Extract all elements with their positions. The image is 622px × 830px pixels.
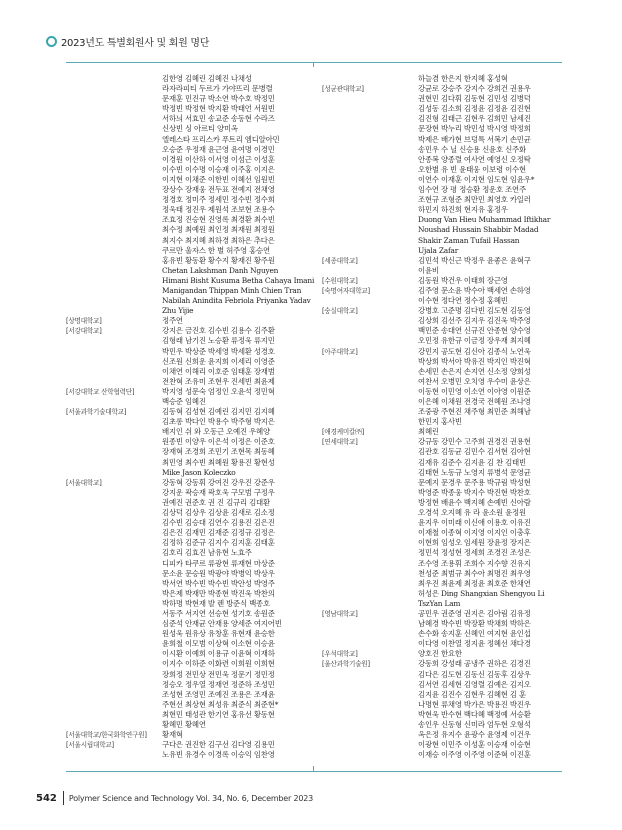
institution-group	[322, 427, 562, 437]
member-names	[418, 306, 562, 346]
member-line: 문예지 문경우 문주용 박규림 박성현	[418, 477, 531, 487]
member-line: 김동혁 김성현 김예린 김지민 김지혜	[162, 407, 275, 417]
member-line: 강지은 금진호 김수빈 김용수 김주환	[162, 326, 275, 336]
top-divider-tick	[313, 62, 314, 67]
member-names	[418, 659, 562, 760]
institution-group	[66, 478, 314, 730]
member-line: 박지영 성문숙 엄정인 오윤석 정민혁	[162, 386, 275, 396]
member-line: 라자라피티 두르가 가야뜨리 문병렬	[162, 84, 273, 94]
member-line: 박영준 박종웅 박지수 박진현 박찬호	[418, 487, 531, 497]
member-line: 이동현 이민영 이소연 이아영 이원준	[418, 386, 531, 396]
member-line: 최혜린	[418, 427, 439, 437]
member-line: 이경원 이산하 이서영 이섬근 이성훈	[162, 154, 275, 164]
institution-name: [성균관대학교]	[322, 85, 364, 94]
member-line: 이광현 이민주 이성훈 이승재 이승현	[418, 740, 531, 750]
member-line: 박정빈 박정현 박지환 박태언 서원빈	[162, 104, 275, 114]
member-names	[418, 256, 562, 276]
member-line: 장재혁 조경희 조민기 조현목 최동혜	[162, 447, 275, 457]
member-line: 황재혁	[162, 730, 183, 740]
institution-name	[322, 74, 418, 84]
member-line: 강규동 강민수 고주희 권경진 권용현	[418, 437, 531, 447]
member-line: 김형래 남기진 노승환 류정욱 류지민	[162, 336, 275, 346]
member-line: 손세민 손은지 손지연 신소정 양희성	[418, 366, 531, 376]
member-names	[418, 286, 562, 306]
member-line: 신상빈 싱 아르티 양미옥	[162, 124, 238, 134]
member-line: 엘레스타 프리스카 푸트리 엠디알아민	[162, 134, 280, 144]
member-names	[418, 74, 562, 84]
member-line: 임수연 장 평 정승환 정운호 조연주	[418, 185, 526, 195]
institution-group	[322, 306, 562, 346]
journal-citation: Polymer Science and Technology Vol. 34, No. 6, December 2023	[68, 793, 314, 803]
member-names	[162, 478, 314, 730]
member-line: 이지수 이하준 이화련 이희원 이희현	[162, 659, 275, 669]
institution-group	[66, 387, 314, 407]
member-line: 주현선 최상현 최성유 최준식 최준현*	[162, 699, 279, 709]
member-line: 박하명 박현재 발 렌 방준식 백종호	[162, 598, 270, 608]
member-line: 정승오 정우열 정재연 정준하 조성민	[162, 679, 275, 689]
institution-group	[66, 740, 314, 760]
member-line: 허성은 Ding Shangxian Shengyou Li	[418, 588, 545, 598]
member-line: 이연수 이재훈 이지현 임도현 임윤우*	[418, 174, 535, 184]
section-title: 2023년도 특별회원사 및 회원 명단	[61, 38, 210, 49]
member-line: 하민지 하진희 현지유 홍정우	[418, 205, 508, 215]
institution-group	[322, 609, 562, 649]
institution-group	[322, 84, 562, 256]
institution-group	[66, 74, 314, 316]
institution-name: [서울시립대학교]	[66, 741, 114, 750]
member-line: 옥은정 유지수 윤광수 윤영제 이건우	[418, 730, 531, 740]
member-line: 서동주 서지연 선승현 성기호 송원준	[162, 608, 275, 618]
member-line: 구다은 권진한 김구선 김다영 김용민	[162, 740, 275, 750]
member-line: 양호진 한요한	[418, 649, 462, 659]
member-line: 최지수 최지혜 최하경 최하은 추다은	[162, 235, 275, 245]
top-divider	[66, 62, 562, 63]
member-line: 윤지우 이미래 이신애 이용호 이유진	[418, 518, 531, 528]
member-names	[162, 730, 314, 740]
member-line: 장희정 전민상 전민욱 정문기 정민정	[162, 669, 275, 679]
member-line: 이다영 이찬열 정지윤 정혜선 채다경	[418, 639, 531, 649]
member-line: 이지현 이채준 이한빈 이혜선 임원빈	[162, 174, 275, 184]
member-names	[162, 74, 314, 316]
member-line: 김상덕 김상우 김상윤 김새로 김소정	[162, 508, 275, 518]
member-line: 윤희철 이모범 이상혁 이소현 이승윤	[162, 639, 275, 649]
member-line: 이재철 이종혁 이지영 이지인 이충후	[418, 528, 531, 538]
member-line: 김은진 김재민 김재준 김정규 김정은	[162, 528, 275, 538]
member-line: 조현규 조형준 최만민 최영호 카일러	[418, 195, 531, 205]
institution-name: [서강대학교 산학협력단]	[66, 387, 135, 396]
institution-name: [연세대학교]	[322, 438, 358, 447]
left-column	[66, 74, 314, 760]
member-line: 김다은 김도현 김동신 김동후 김상우	[418, 669, 531, 679]
institution-name: [서울대학교/한국화학연구원]	[66, 731, 147, 740]
member-line: 박민우 박상준 박세영 박세환 성경호	[162, 346, 275, 356]
bottom-divider-tick	[313, 766, 314, 771]
member-line: Chetan Lakshman Danh Nguyen	[162, 265, 279, 275]
member-names	[162, 407, 314, 478]
member-names	[418, 427, 562, 437]
member-line: 김관호 김동균 김민수 김서현 김아현	[418, 447, 531, 457]
institution-group	[322, 256, 562, 276]
institution-name: [서강대학교]	[66, 327, 102, 336]
member-line: 강균로 강승주 강지수 강희건 권용우	[418, 84, 531, 94]
institution-group	[322, 74, 562, 84]
member-line: 오한별 유 빈 윤태웅 이보령 이수현	[418, 164, 526, 174]
footer-separator	[63, 791, 64, 805]
member-line: TszYan Lam	[418, 598, 461, 608]
member-line: 최현민 태성관 한기연 홍유선 황동현	[162, 709, 275, 719]
member-line: 한민지 홍사빈	[418, 417, 462, 427]
member-line: 박상희 박서아 박유진 박지인 박진혁	[418, 356, 531, 366]
member-names	[162, 316, 314, 326]
member-line: 오승준 우정재 윤근영 윤여명 이경민	[162, 144, 275, 154]
institution-name	[66, 74, 162, 316]
member-line: 서하늬 서효민 송교준 송동현 수라즈	[162, 114, 275, 124]
institution-name: [서울과학기술대학교]	[66, 408, 127, 417]
member-line: 김태현 노동규 노영지 류병석 문영균	[418, 467, 531, 477]
member-line: 송인우 신동형 신미라 엄두현 오형석	[418, 720, 531, 729]
member-line: 원종빈 이양우 이은석 이정은 이준호	[162, 437, 275, 447]
institution-group	[322, 437, 562, 609]
member-line: 방정현 배윤수 백지혜 손예빈 신아람	[418, 497, 531, 507]
member-line: 쿠르만 울자스 한 별 허주영 홍승연	[162, 245, 270, 255]
institution-group	[322, 649, 562, 659]
member-line: 박은제 박재만 박종현 박진욱 박찬의	[162, 588, 275, 598]
member-line: 김초롱 박다인 박용수 박주형 박지은	[162, 417, 275, 427]
institution-name: [울산과학기술원]	[322, 660, 370, 669]
member-line: 심준석 안재균 안재용 양세준 여지어빈	[162, 619, 282, 629]
member-line: 송민우 수 닐 신승용 신윤호 신주화	[418, 144, 526, 154]
member-line: 강지운 곽승재 곽호욱 구모범 구정우	[162, 487, 275, 497]
member-line: Himani Bisht Kusuma Betha Cahaya Imani	[162, 275, 315, 285]
member-line: 조중광 주현진 채주형 최민준 최해남	[418, 407, 531, 417]
member-line: 정경호 정미주 정세민 정수빈 정수희	[162, 195, 275, 205]
member-line: 공민우 권준영 권지은 김아림 김유정	[418, 608, 531, 618]
member-line: 정민석 정성현 정세희 조경진 조성은	[418, 548, 531, 558]
member-line: 오경석 오지혜 유 라 윤소원 윤정원	[418, 508, 526, 518]
member-line: 조성현 조영민 조예진 조용은 조재윤	[162, 689, 275, 699]
member-line: 이은혜 이채원 전경국 전혜원 조나영	[418, 397, 531, 406]
member-line: 신조원 신희운 윤지희 이세리 이영준	[162, 356, 275, 366]
member-line: 김지윤 김진수 김현우 김혜현 김 훈	[418, 689, 526, 699]
member-line: 최수정 최예원 최인정 최재원 최정원	[162, 225, 275, 235]
member-line: 정주연	[162, 316, 183, 326]
member-line: 이윤비	[418, 265, 439, 275]
member-line: Nabilah Anindita Febriola Priyanka Yadav	[162, 296, 311, 306]
section-header	[46, 34, 209, 49]
institution-name: [우석대학교]	[322, 650, 358, 659]
member-line: 홍유빈 황동환 황수지 황재진 황주원	[162, 255, 275, 265]
institution-name: [아주대학교]	[322, 347, 358, 356]
member-line: 문장현 박누리 박민성 박시영 박정희	[418, 124, 531, 134]
member-line: 이채연 이해리 이호준 임태훈 장재범	[162, 366, 275, 376]
member-line: 강병호 고준명 김다빈 김도현 김동영	[418, 306, 531, 316]
institution-name: [애경케미칼㈜]	[322, 428, 364, 437]
institution-name: [숭실대학교]	[322, 307, 358, 316]
circle-bullet-icon	[46, 36, 57, 47]
institution-name: [영남대학교]	[322, 609, 358, 618]
member-line: 권예진 권준호 권 진 김규리 김대환	[162, 497, 270, 507]
member-line: 김성동 김소희 김정윤 김정윤 김진현	[418, 104, 531, 114]
institution-name: [숙명여자대학교]	[322, 286, 370, 295]
member-line: 백민준 송대연 신규진 안종현 양수영	[418, 326, 531, 336]
member-line: 이재승 이주영 이주영 이준혁 이진훈	[418, 750, 531, 760]
member-line: 박현욱 반수현 백다혜 백정예 서승환	[418, 709, 531, 719]
member-line: 문재훈 민진규 박소연 박수호 박정민	[162, 94, 275, 104]
member-names	[418, 609, 562, 649]
member-line: 오민정 유한규 이금정 장우재 최지혜	[418, 336, 531, 346]
member-line: 강동희 강성래 공냉주 권하은 김경진	[418, 659, 531, 669]
institution-group	[322, 347, 562, 428]
member-line: 배지인 쉬 와 오동근 오예진 우혜양	[162, 427, 270, 437]
member-line: 김수빈 김승대 김연수 김용진 김은진	[162, 518, 275, 528]
member-line: Duong Van Hieu Muhammad Iftikhar	[418, 215, 551, 225]
institution-name: [수원대학교]	[322, 276, 358, 285]
member-line: Shakir Zaman Tufail Hassan	[418, 235, 520, 245]
member-line: 천성준 최범규 최수아 최명진 최우영	[418, 568, 531, 578]
member-line: 김서연 김세현 김영렬 김예은 김지오	[418, 679, 531, 689]
right-column	[322, 74, 562, 760]
member-line: 원성욱 원유상 유창훈 유현재 윤승한	[162, 629, 275, 639]
member-line: 하늘겸 한은지 한지혜 홍성혁	[418, 74, 508, 83]
member-line: 김주영 문소윤 박수아 백세연 손하영	[418, 285, 531, 295]
member-line: 김상희 김선주 김지우 김진욱 박주영	[418, 316, 531, 326]
member-line: 권현민 김다휘 김동현 김민성 김병덕	[418, 94, 531, 104]
member-line: 정욱태 정진우 제원석 조보현 조용수	[162, 205, 275, 215]
institution-group	[66, 730, 314, 740]
page-footer	[36, 791, 313, 805]
member-line: Ujala Zafar	[418, 245, 459, 255]
member-line: 김동원 박건우 이태희 장근영	[418, 275, 508, 285]
member-line: 황혜민 황혜연	[162, 720, 206, 729]
member-line: 전찬혁 조유미 조현우 진세빈 최윤제	[162, 376, 275, 386]
member-line: 손수화 송지훈 신혜인 여지현 윤인섭	[418, 629, 531, 639]
member-line: 조효정 진승현 진영록 최경환 최수빈	[162, 215, 275, 225]
member-line: 노유빈 유경수 이경록 이승익 임찬영	[162, 750, 275, 760]
member-line: 김재유 김준수 김지윤 김 찬 김태빈	[418, 457, 526, 467]
member-line: 이시환 이예희 이용규 이윤혁 이재하	[162, 649, 275, 659]
member-names	[162, 326, 314, 387]
member-line: 박서연 박수빈 박수빈 박안성 박영주	[162, 578, 275, 588]
member-line: 장상수 장재웅 전두표 전예지 전채영	[162, 185, 275, 195]
institution-name: [세종대학교]	[322, 256, 358, 265]
institution-group	[66, 316, 314, 326]
institution-group	[322, 286, 562, 306]
institution-group	[322, 659, 562, 760]
institution-group	[66, 407, 314, 478]
member-line: 디피카 타쿠르 류광현 류재현 마상준	[162, 558, 275, 568]
member-names	[418, 276, 562, 286]
member-line: 박제은 배가현 브덩특 서복기 손민균	[418, 134, 531, 144]
member-names	[162, 387, 314, 407]
member-names	[418, 437, 562, 609]
member-line: 이수빈 이수명 이승재 이주홍 이지은	[162, 164, 275, 174]
institution-group	[322, 276, 562, 286]
member-line: 남혜경 박수빈 박장환 박채희 박하은	[418, 619, 531, 629]
institution-group	[66, 326, 314, 387]
member-line: 이수현 정다연 정수정 홍혜빈	[418, 296, 508, 306]
member-line: Noushad Hussain Shabbir Madad	[418, 225, 539, 235]
page-number: 542	[36, 792, 57, 804]
member-line: Zhu Yijie	[162, 306, 194, 316]
member-line: 이현희 임성오 임세원 장윤정 장지은	[418, 538, 531, 548]
member-line: 김정하 김준규 김지수 김지훈 김태훈	[162, 538, 275, 548]
member-line: 조수영 조용휘 조희수 지수향 진유지	[418, 558, 531, 568]
member-line: 문소윤 문승원 박광야 박병익 박상우	[162, 568, 275, 578]
member-names	[418, 347, 562, 428]
member-line: 최우진 최윤제 최정윤 최호준 한채연	[418, 578, 531, 588]
member-names	[418, 649, 562, 659]
member-line: 강동혁 강동휘 강여진 강우진 강준우	[162, 477, 275, 487]
bottom-divider	[66, 771, 562, 772]
member-line: 김호리 김효진 남유현 노효주	[162, 548, 252, 558]
member-line: 최민영 최수빈 최혜원 황용진 황현성	[162, 457, 275, 467]
member-line: Manigandan Thippan Minh Chien Tran	[162, 285, 302, 295]
member-line: Mike Jason Koleczko	[162, 467, 236, 477]
member-line: 백승준 임혜진	[162, 397, 206, 406]
member-line: 강민지 공도현 김신아 김종식 노연욱	[418, 346, 531, 356]
institution-name: [서울대학교]	[66, 478, 102, 487]
member-line: 나명현 류채영 박가은 박용진 박진우	[418, 699, 531, 709]
member-names	[162, 740, 314, 760]
member-line: 여찬서 오병민 오치영 우수미 윤상은	[418, 376, 531, 386]
institution-name: [상명대학교]	[66, 317, 102, 326]
member-line: 김한영 김혜린 김혜진 나채성	[162, 74, 252, 83]
member-names	[418, 84, 562, 256]
member-line: 안종복 양종렬 여사연 예영신 오정탁	[418, 154, 531, 164]
member-line: 김진형 김태근 김현우 김희민 남세진	[418, 114, 531, 124]
member-line: 김민석 박신근 박정우 윤좋은 윤혁구	[418, 255, 531, 265]
